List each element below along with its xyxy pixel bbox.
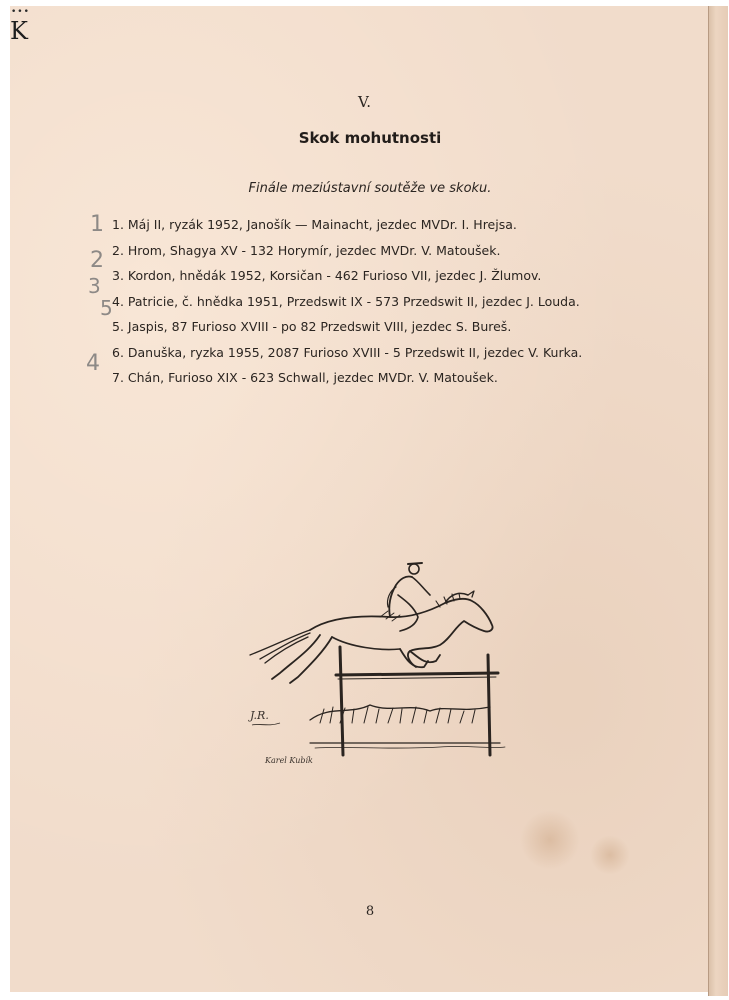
pencil-annotations <box>78 205 114 375</box>
list-item: 5. Jaspis, 87 Furioso XVIII - po 82 Przedswit VIII, jezdec S. Bureš. <box>112 319 512 334</box>
list-item: 1. Máj II, ryzák 1952, Janošík — Mainacht, jezdec MVDr. I. Hrejsa. <box>112 217 517 232</box>
pencil-mark: 2 <box>90 248 104 273</box>
pencil-mark: 4 <box>86 351 100 375</box>
paper-stain <box>590 835 630 875</box>
library-logo <box>8 8 32 48</box>
illustration-signature: Karel Kubík <box>265 756 313 765</box>
chapter-number: V. <box>358 93 371 111</box>
list-item: 4. Patricie, č. hnědka 1951, Przedswit IX - 573 Przedswit II, jezdec J. Louda. <box>112 293 580 309</box>
page-title: Skok mohutnosti <box>298 129 442 147</box>
section-subtitle: Finále meziústavní soutěže ve skoku. <box>248 181 492 196</box>
page-number: 8 <box>365 904 375 919</box>
pencil-mark: 5 <box>100 296 113 320</box>
list-item: 6. Danuška, ryzka 1955, 2087 Furioso XVIII - 5 Przedswit II, jezdec V. Kurka. <box>112 344 583 360</box>
logo-letter: K <box>10 17 28 45</box>
list-item: 2. Hrom, Shagya XV - 132 Horymír, jezdec MVDr. V. Matoušek. <box>112 242 501 258</box>
paper-stain <box>520 810 580 870</box>
next-page-edge <box>708 6 728 996</box>
pencil-mark: 3 <box>88 274 101 298</box>
horse-jumping-fence-icon <box>240 555 510 770</box>
pencil-mark: 1 <box>90 212 104 237</box>
logo-dots: ••• <box>11 7 30 17</box>
list-item: 3. Kordon, hnědák 1952, Korsičan - 462 Furioso VII, jezdec J. Žlumov. <box>112 268 542 283</box>
illustration-initials: J.R. <box>250 709 269 722</box>
page-fold-line <box>708 6 709 996</box>
results-list <box>112 216 582 395</box>
list-item: 7. Chán, Furioso XIX - 623 Schwall, jezdec MVDr. V. Matoušek. <box>112 370 498 385</box>
